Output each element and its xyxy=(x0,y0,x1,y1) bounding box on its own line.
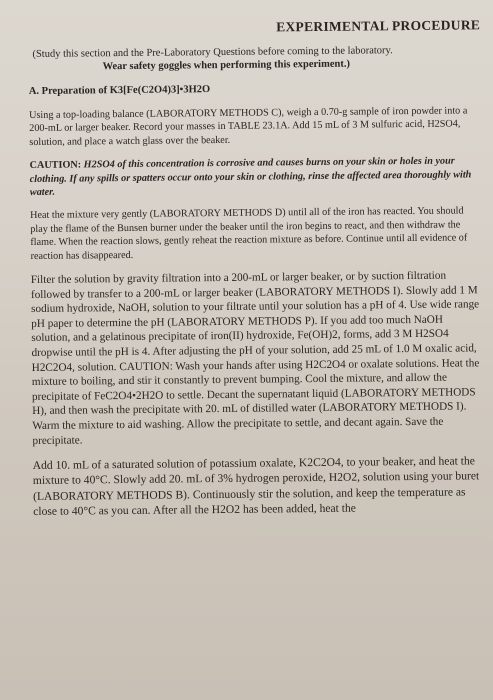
lead-line-2: Wear safety goggles when performing this experiment.) xyxy=(102,58,351,73)
section-a-title: A. Preparation of K3[Fe(C2O4)3]•3H2O xyxy=(28,84,211,97)
caution-text: H2SO4 of this concentration is corrosive and causes burns on your skin or holes in your clothing. If any spills or spatters occur onto your skin or clothing, rinse the affected area thoroughly with water. xyxy=(29,155,472,199)
paragraph-weigh-iron: Using a top-loading balance (LABORATORY METHODS C), weigh a 0.70-g sample of iron powder into a 200-mL or larger beaker. Record your masses in TABLE 23.1A. Add 15 mL of 3 M sulfuric acid, H2SO4, solution, and place a watch glass over the beaker. xyxy=(29,105,468,148)
paragraph-filter-solution: Filter the solution by gravity filtration into a 200-mL or larger beaker, or by suction filtration followed by transfer to a 200-mL or larger beaker (LABORATORY METHODS I). Slowly add 1 M sodium hydroxide, NaOH, solution to your filtrate until your solution has a pH of 4. Use wide range pH paper to determine the pH (LABORATORY METHODS P). If you add too much NaOH solution, and a gelatinous precipitate of iron(II) hydroxide, Fe(OH)2, forms, add 3 M H2SO4 dropwise until the pH is 4. After adjusting the pH of your solution, add 25 mL of 1.0 M oxalic acid, H2C2O4, solution. CAUTION: Wash your hands after using H2C2O4 or oxalate solutions. Heat the mixture to boiling, and stir it constantly to prevent bumping. Cool the mixture, and allow the precipitate of FeC2O4•2H2O to settle. Decant the supernatant liquid (LABORATORY METHODS H), and then wash the precipitate with 20. mL of distilled water (LABORATORY METHODS I). Warm the mixture to aid washing. Allow the precipitate to settle, and decant again. Save the precipitate. xyxy=(30,269,480,447)
page-content xyxy=(28,9,485,529)
page-heading: EXPERIMENTAL PROCEDURE xyxy=(276,17,481,35)
larger-text-block xyxy=(31,268,486,519)
paragraph-heat-mixture: Heat the mixture very gently (LABORATORY METHODS D) until all of the iron has reacted. You should play the flame of the Bunsen burner under the beaker until the iron begins to react, and then withdraw the flame. When the reaction slows, gently reheat the reaction mixture as before. Continue until all evidence of reaction has disappeared. xyxy=(30,205,468,262)
caution-sulfuric-acid xyxy=(30,154,482,199)
paragraph-add-oxalate: Add 10. mL of a saturated solution of potassium oxalate, K2C2O4, to your beaker, and heat the mixture to 40°C. Slowly add 20. mL of 3% hydrogen peroxide, H2O2, solution using your buret (LABORATORY METHODS B). Continuously stir the solution, and keep the temperature as close to 40°C as you can. After all the H2O2 has been added, heat the xyxy=(32,454,480,518)
caution-label: CAUTION: xyxy=(29,159,82,172)
lead-line-1: (Study this section and the Pre-Laboratory Questions before coming to the laboratory. xyxy=(32,45,393,60)
lead-instructions xyxy=(32,43,480,74)
